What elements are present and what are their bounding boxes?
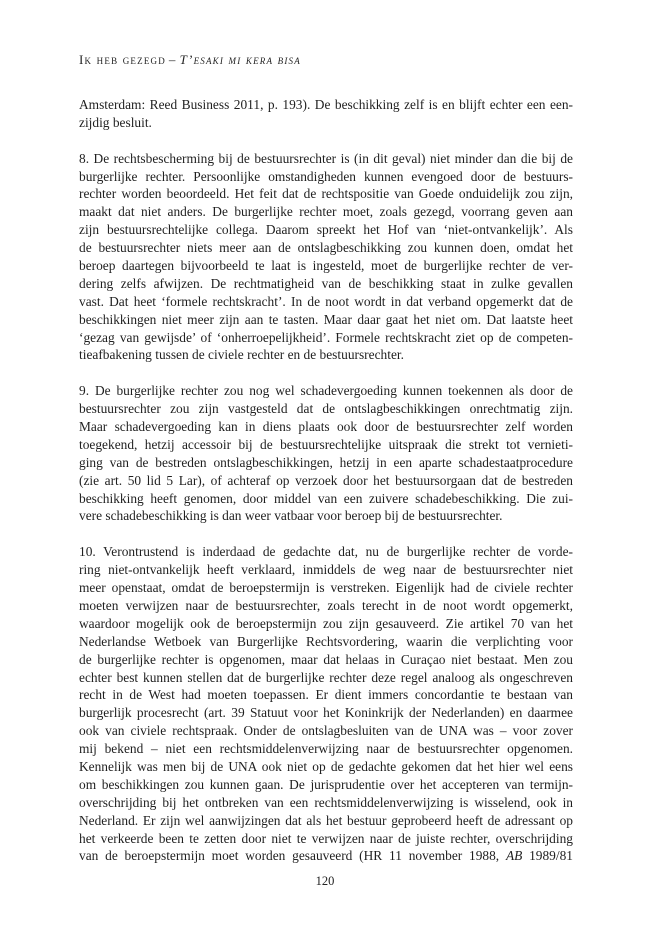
- text-line: dering zelfs afwijzen. De rechtmatigheid van de beschikking staat in zulke gevallen: [79, 275, 573, 291]
- text-line: de burgerlijke rechter is opgenomen, maar dat helaas in Curaçao niet bestaat. Men zou: [79, 651, 573, 667]
- text-line: ‘gezag van gewijsde’ of ‘onherroepelijkheid’. Formele rechtskracht ziet op de competen-: [79, 329, 573, 345]
- paragraph-8: [79, 150, 573, 365]
- text-line: toegekend, hetzij accessoir bij de bestuursrechtelijke uitspraak die strekt tot vernieti-: [79, 436, 573, 452]
- text-line: om beschikkingen zou kunnen gaan. De jurisprudentie over het accepteren van termijn-: [79, 776, 573, 792]
- text-line: moeten verwijzen naar de bestuursrechter, zoals terecht in de noot wordt opgemerkt,: [79, 597, 573, 613]
- text-line: Nederland. Er zijn wel aanwijzingen dat als het bestuur geprobeerd heeft de adressant op: [79, 812, 573, 828]
- running-head-dash: –: [168, 52, 177, 67]
- text-line: vast. Dat heet ‘formele rechtskracht’. In de noot wordt in dat verband opgemerkt dat de: [79, 293, 573, 309]
- text-line: mij bekend – niet een rechtsmiddelenverwijzing naar de bestuursrechter opgenomen.: [79, 741, 573, 757]
- text-line: 8. De rechtsbescherming bij de bestuursrechter is (in dit geval) niet minder dan die bij de: [79, 150, 573, 166]
- text-line: Kennelijk was men bij de UNA ook niet op de gedachte gekomen dat het hier wel eens: [79, 758, 573, 774]
- text-line: de bestuursrechter niets meer aan de ontslagbeschikking zou kunnen doen, omdat het: [79, 240, 573, 256]
- text-line: vere schadebeschikking is dan weer vatbaar voor beroep bij de bestuursrechter.: [79, 508, 503, 524]
- text-segment: van de beroepstermijn moet worden gesauveerd (HR 11 november 1988,: [79, 848, 506, 864]
- text-line: ook van civiele rechtspraak. Onder de ontslagbesluiten van de UNA was – voor zover: [79, 723, 573, 739]
- text-line: burgerlijk procesrecht (art. 39 Statuut voor het Koninkrijk der Nederlanden) en daarmee: [79, 705, 573, 721]
- text-line: rechter worden beoordeeld. Het feit dat de rechtspositie van Goede onduidelijk zou zijn,: [79, 186, 573, 202]
- body-text: [79, 96, 573, 883]
- text-line: zijdig besluit.: [79, 114, 152, 130]
- text-line: waardoor mogelijk ook de beroepstermijn zou zijn gesauveerd. Zie artikel 70 van het: [79, 615, 573, 631]
- citation-ab-italic: AB: [505, 848, 523, 864]
- text-line: ging van de bestreden ontslagbeschikkingen, hetzij in een aparte schadestaatprocedure: [79, 454, 573, 470]
- text-line: meer openstaat, omdat de beroepstermijn is verstreken. Eigenlijk had de civiele rechter: [79, 580, 573, 596]
- paragraph-continuation: [79, 96, 573, 132]
- text-line: beroep daartegen bijvoorbeeld te laat is ingesteld, moet de burgerlijke rechter de ver-: [79, 258, 573, 274]
- text-line: (zie art. 50 lid 5 Lar), of achteraf op verzoek door het bestuursorgaan dat de bestreden: [79, 472, 573, 488]
- text-line: burgerlijke rechter. Persoonlijke omstandigheden kunnen evengoed door de bestuurs-: [79, 168, 573, 184]
- text-line: recht in de West had moeten toepassen. Er dient immers concordantie te bestaan van: [79, 687, 573, 703]
- text-line: Nederlandse Wetboek van Burgerlijke Rechtsvordering, waarin die verplichting voor: [79, 633, 573, 649]
- running-head-subtitle: T’esaki mi kera bisa: [179, 52, 301, 67]
- page-number: 120: [315, 874, 335, 888]
- text-line: tieafbakening tussen de civiele rechter en de bestuursrechter.: [79, 347, 404, 363]
- running-head: [79, 52, 301, 68]
- text-line-final: [79, 847, 573, 865]
- text-line: Amsterdam: Reed Business 2011, p. 193). De beschikking zelf is en blijft echter een een-: [79, 97, 573, 112]
- text-line: het verkeerde been te zetten door niet te verwijzen naar de juiste rechter, overschrijding: [79, 830, 573, 846]
- text-line: 10. Verontrustend is inderdaad de gedachte dat, nu de burgerlijke rechter de vorde-: [79, 544, 573, 560]
- text-line: overschrijding bij het ontbreken van een rechtsmiddelenverwijzing is wisselend, ook in: [79, 794, 573, 810]
- paragraph-9: [79, 382, 573, 525]
- text-line: ring niet-ontvankelijk heeft verklaard, inmiddels de weg naar de bestuursrechter niet: [79, 562, 573, 578]
- paragraph-10: [79, 543, 573, 865]
- text-line: zijn bestuursrechtelijke collega. Daarom spreekt het Hof van ‘niet-ontvankelijk’. Als: [79, 222, 573, 238]
- running-head-title: Ik heb gezegd: [79, 52, 166, 67]
- text-line: 9. De burgerlijke rechter zou nog wel schadevergoeding kunnen toekennen als door de: [79, 383, 573, 399]
- text-line: echter best kunnen stellen dat de burgerlijke rechter deze regel analoog als ongeschreven: [79, 669, 573, 685]
- text-line: bestuursrechter zou zijn vastgesteld dat de ontslagbeschikkingen onrechtmatig zijn.: [79, 401, 573, 417]
- text-line: beschikking heeft genomen, door middel van een zuivere schadebeschikking. Die zui-: [79, 490, 573, 506]
- text-line: beschikkingen niet meer zijn aan te tasten. Maar daar gaat het niet om. Dat laatste heet: [79, 311, 573, 327]
- text-segment: 1989/81: [522, 848, 573, 864]
- text-line: maakt dat niet anders. De burgerlijke rechter moet, zoals gezegd, voorrang geven aan: [79, 204, 573, 220]
- text-line: Maar schadevergoeding kan in diens plaats ook door de bestuursrechter zelf worden: [79, 419, 573, 435]
